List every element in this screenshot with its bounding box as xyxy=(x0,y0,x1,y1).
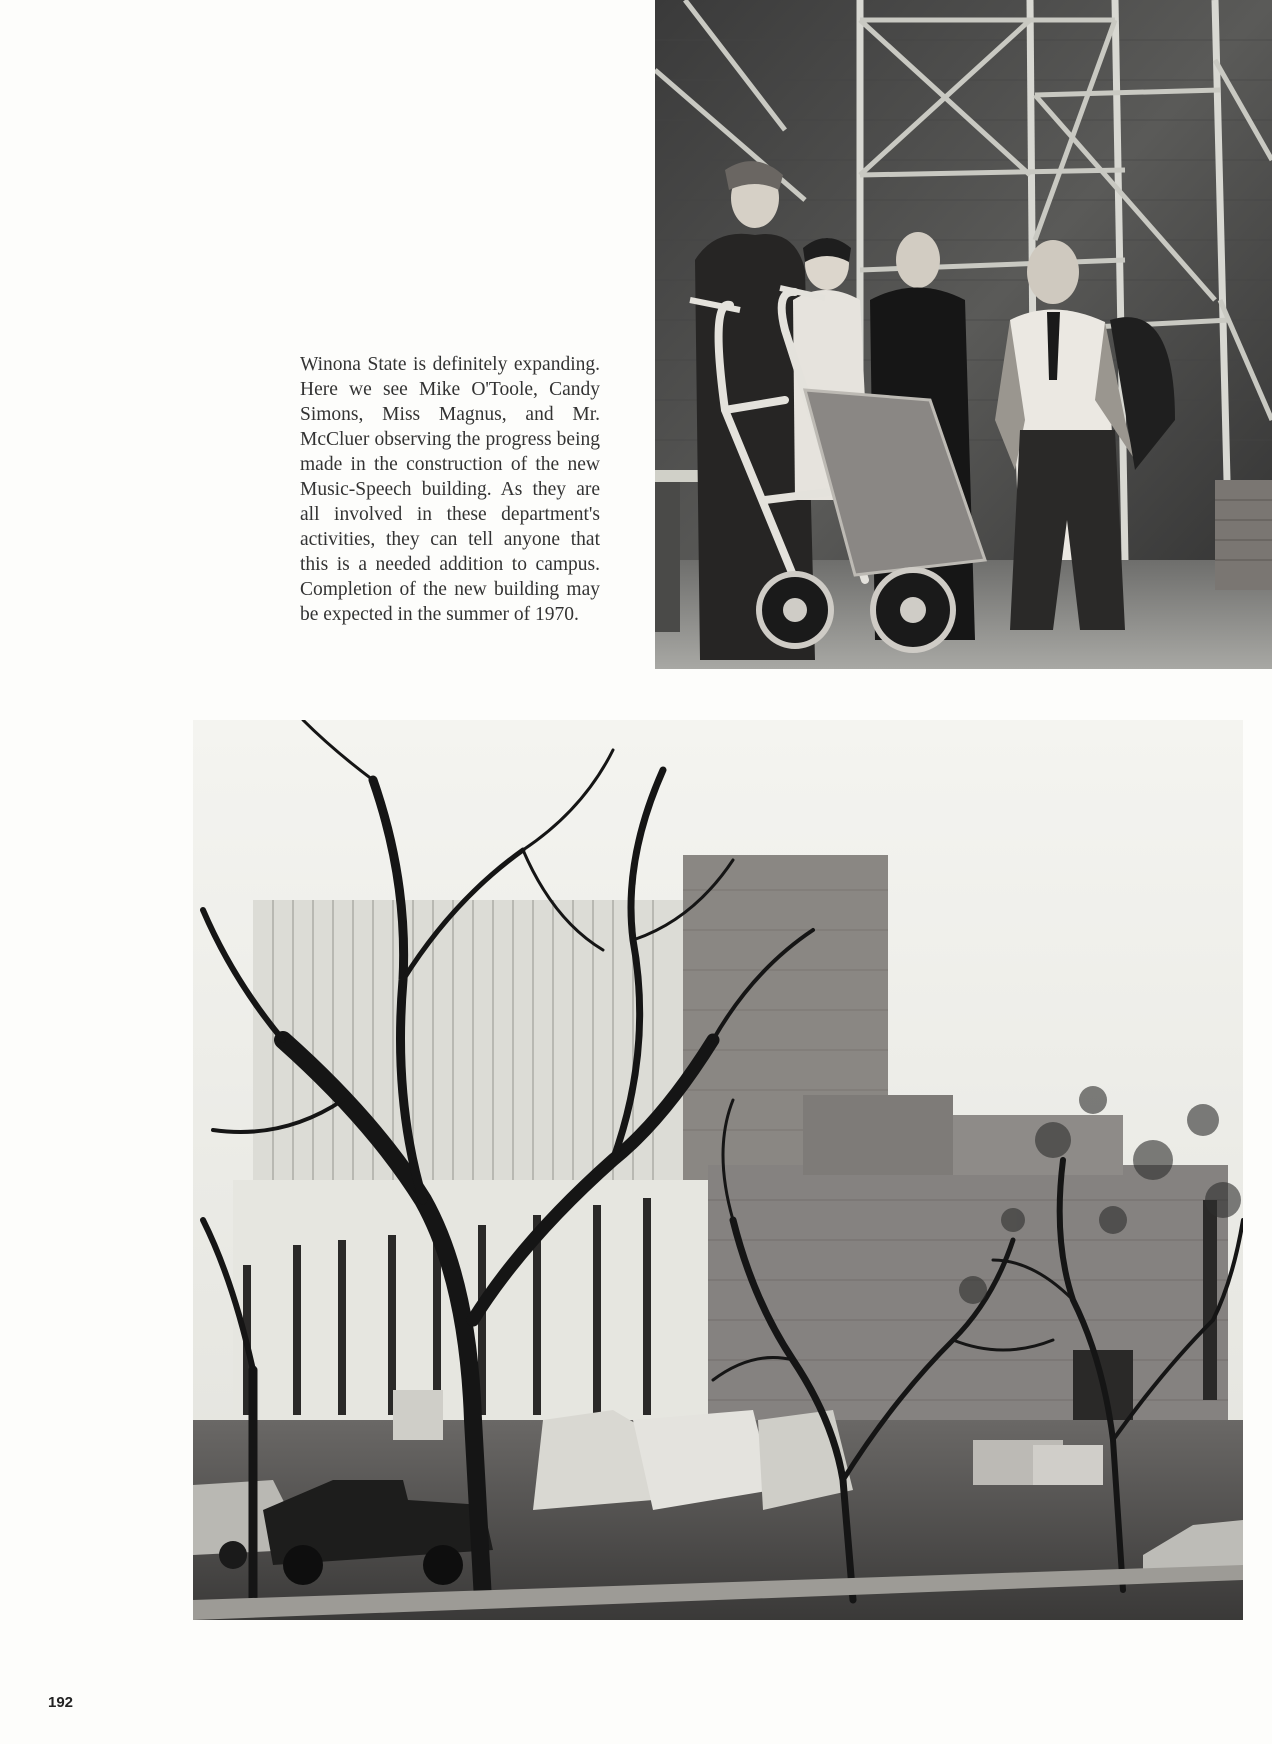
music-speech-building-photo xyxy=(193,720,1243,1620)
construction-site-photo xyxy=(655,0,1272,669)
photo-caption: Winona State is definitely expanding. Here we see Mike O'Toole, Candy Simons, Miss Magnus, and Mr. McCluer observing the progress being made in the construction of the new Music-Speech building. As they are all involved in these department's activities, they can tell anyone that this is a needed addition to campus. Completion of the new building may be expected in the summer of 1970. xyxy=(300,354,600,625)
page-number: 192 xyxy=(48,1694,74,1711)
